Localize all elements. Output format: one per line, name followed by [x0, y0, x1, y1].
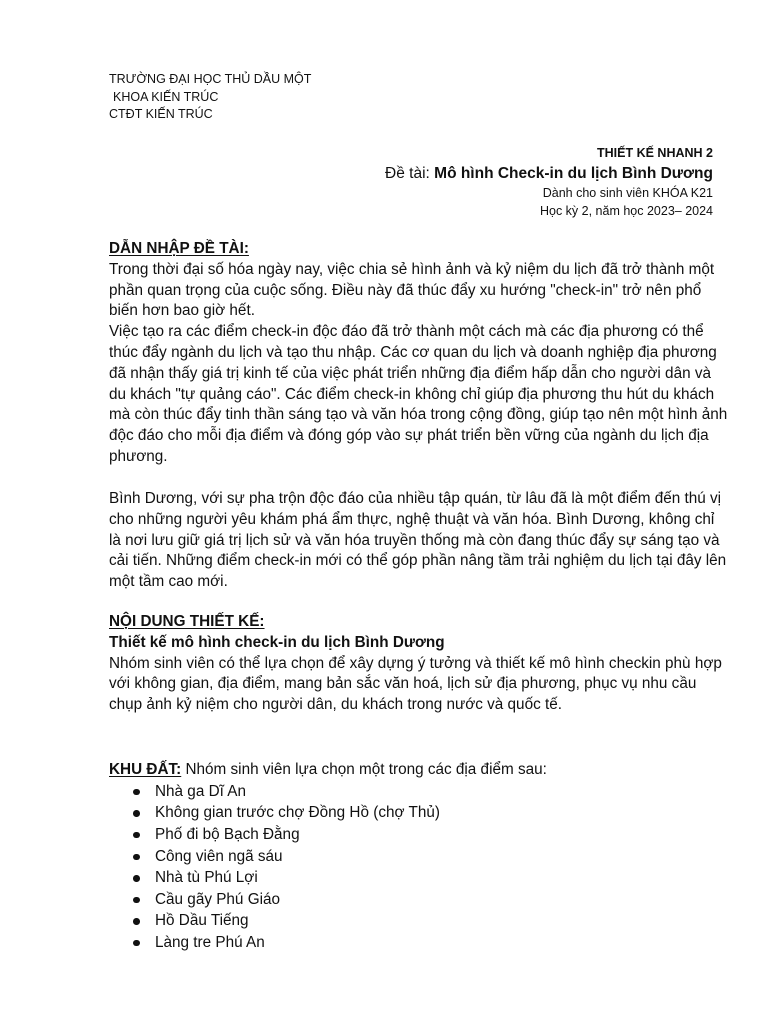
content-heading: NỘI DUNG THIẾT KẾ: — [109, 613, 265, 630]
course-info — [385, 145, 713, 220]
intro-paragraph-3: Bình Dương, với sự pha trộn độc đáo của nhiều tập quán, từ lâu đã là một điểm đến thú vị cho những người yêu khám phá ẩm thực, nghệ thuật và văn hóa. Bình Dương, không chỉ là nơi lưu giữ giá trị lịch sử và văn hóa truyền thống mà còn đang thúc đẩy sự sáng tạo và cải tiến. Những điểm check-in mới có thể góp phần nâng tầm trải nghiệm du lịch tại đây lên một tầm cao mới. — [109, 490, 727, 591]
institution-header — [109, 71, 311, 124]
site-intro: Nhóm sinh viên lựa chọn một trong các địa điểm sau: — [181, 761, 547, 778]
intro-paragraph-1: Trong thời đại số hóa ngày nay, việc chia sẻ hình ảnh và kỷ niệm du lịch đã trở thành một phần quan trọng của cuộc sống. Điều này đã thúc đẩy xu hướng "check-in" trở nên phổ biến hơn bao giờ hết. — [109, 260, 715, 320]
faculty-name: KHOA KIẾN TRÚC — [113, 89, 219, 104]
location-list — [109, 781, 729, 954]
semester-line: Học kỳ 2, năm học 2023– 2024 — [539, 204, 713, 218]
bullet-icon — [133, 897, 140, 904]
location-label: Công viên ngã sáu — [155, 847, 283, 865]
bullet-icon — [133, 854, 140, 861]
content-subheading: Thiết kế mô hình check-in du lịch Bình Dương — [109, 633, 445, 651]
list-item — [109, 781, 729, 803]
location-label: Không gian trước chợ Đồng Hồ (chợ Thủ) — [155, 804, 440, 822]
bullet-icon — [133, 875, 140, 882]
program-name: CTĐT KIẾN TRÚC — [109, 107, 213, 121]
bullet-icon — [133, 918, 140, 925]
location-label: Nhà ga Dĩ An — [155, 782, 246, 800]
intro-paragraph-2: Việc tạo ra các điểm check-in độc đáo đã trở thành một cách mà các địa phương có thể thúc đẩy ngành du lịch và tạo thu nhập. Các cơ quan du lịch và doanh nghiệp địa phương đã nhận thấy giá trị kinh tế của việc phát triển những địa điểm hấp dẫn cho người dân và du khách "tự quảng cáo". Các điểm check-in không chỉ giúp địa phương thu hút du khách mà còn thúc đẩy tinh thần sáng tạo và văn hóa trong cộng đồng, giúp tạo nên một hình ảnh độc đáo cho mỗi địa điểm và đóng góp vào sự phát triển bền vững của ngành du lịch địa phương. — [109, 323, 728, 465]
site-intro-line — [109, 760, 729, 781]
topic-title: Mô hình Check-in du lịch Bình Dương — [434, 165, 713, 182]
content-section — [109, 612, 729, 716]
bullet-icon — [133, 810, 140, 817]
intro-heading: DẪN NHẬP ĐỀ TÀI: — [109, 240, 249, 257]
list-item — [109, 846, 729, 868]
school-name: TRƯỜNG ĐẠI HỌC THỦ DẦU MỘT — [109, 72, 312, 86]
list-item — [109, 910, 729, 932]
bullet-icon — [133, 789, 140, 796]
topic-line — [385, 163, 713, 184]
bullet-icon — [133, 940, 140, 947]
list-item — [109, 802, 729, 824]
location-label: Phố đi bộ Bạch Đằng — [155, 825, 300, 843]
location-label: Nhà tù Phú Lợi — [155, 869, 258, 887]
topic-prefix: Đề tài: — [385, 165, 435, 182]
list-item — [109, 932, 729, 954]
list-item — [109, 824, 729, 846]
course-name: THIẾT KẾ NHANH 2 — [597, 146, 713, 160]
list-item — [109, 867, 729, 889]
location-label: Hồ Dầu Tiếng — [155, 912, 249, 930]
intro-section-continued — [109, 489, 729, 593]
location-label: Cầu gãy Phú Giáo — [155, 890, 281, 908]
site-section — [109, 760, 729, 954]
bullet-icon — [133, 832, 140, 839]
site-heading: KHU ĐẤT: — [109, 761, 182, 778]
audience-line: Dành cho sinh viên KHÓA K21 — [542, 186, 713, 200]
location-label: Làng tre Phú An — [155, 933, 265, 951]
intro-section — [109, 239, 729, 468]
content-paragraph: Nhóm sinh viên có thể lựa chọn để xây dựng ý tưởng và thiết kế mô hình checkin phù hợp với không gian, địa điểm, mang bản sắc văn hoá, lịch sử địa phương, phục vụ nhu cầu chụp ảnh kỷ niệm cho người dân, du khách trong nước và quốc tế. — [109, 654, 722, 714]
list-item — [109, 889, 729, 911]
